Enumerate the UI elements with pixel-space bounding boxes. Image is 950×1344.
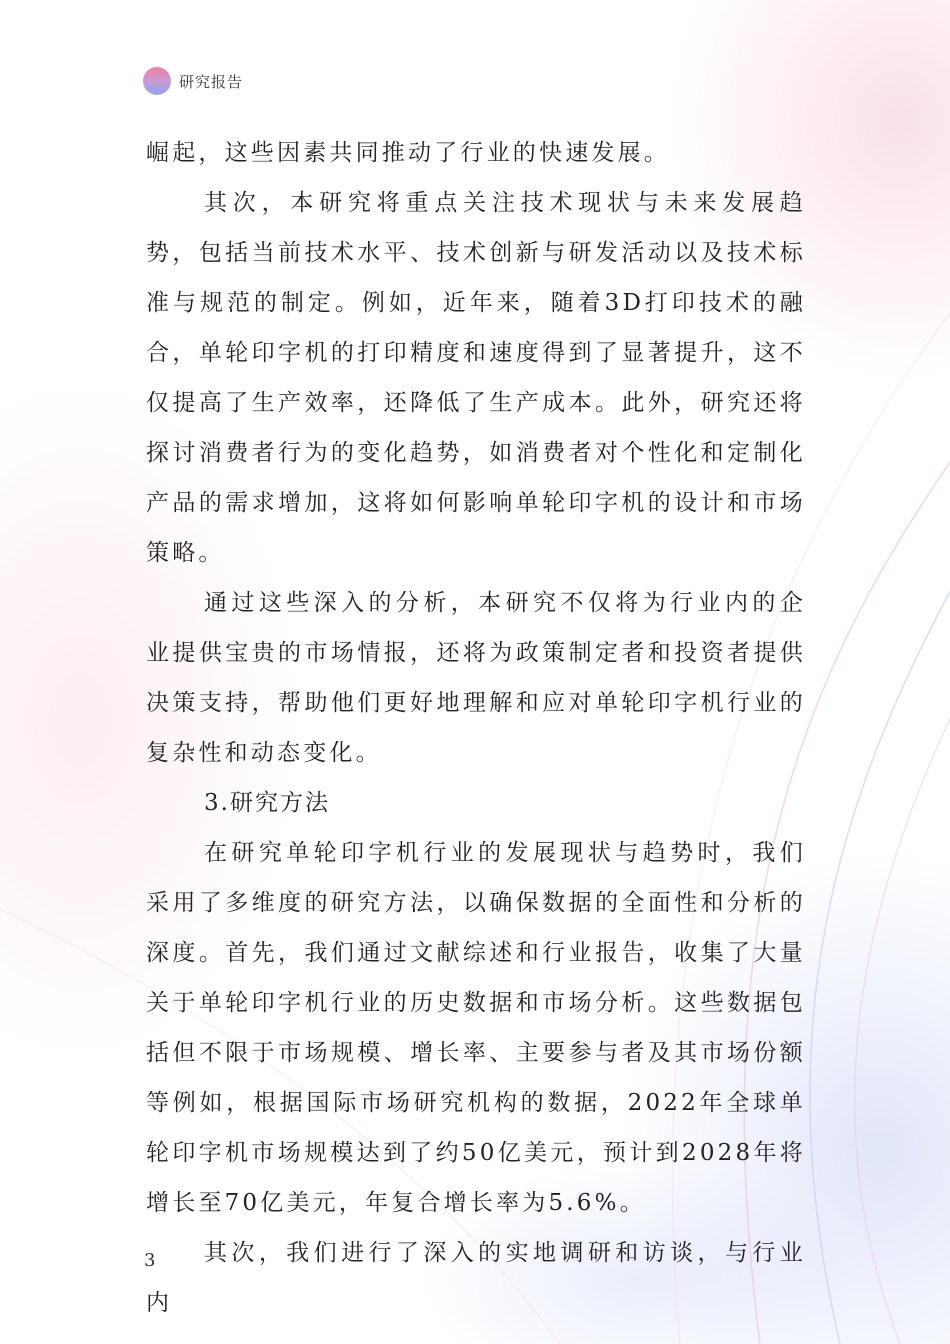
- paragraph-analysis-value: 通过这些深入的分析，本研究不仅将为行业内的企业提供宝贵的市场情报，还将为政策制定者和投资者提供决策支持，帮助他们更好地理解和应对单轮印字机行业的复杂性和动态变化。: [146, 590, 806, 766]
- document-body: [146, 128, 806, 1328]
- section-heading-methods: 3.研究方法: [204, 790, 330, 816]
- header-title: 研究报告: [179, 72, 244, 91]
- paragraph-methods: 在研究单轮印字机行业的发展现状与趋势时，我们采用了多维度的研究方法，以确保数据的全面性和分析的深度。首先，我们通过文献综述和行业报告，收集了大量关于单轮印字机行业的历史数据和市场分析。这些数据包括但不限于市场规模、增长率、主要参与者及其市场份额等例如，根据国际市场研究机构的数据，2022年全球单轮印字机市场规模达到了约50亿美元，预计到2028年将增长至70亿美元，年复合增长率为5.6%。: [146, 840, 806, 1216]
- paragraph-fieldwork: 其次，我们进行了深入的实地调研和访谈，与行业内: [146, 1240, 806, 1316]
- paragraph-technology: 其次，本研究将重点关注技术现状与未来发展趋势，包括当前技术水平、技术创新与研发活动以及技术标准与规范的制定。例如，近年来，随着3D打印技术的融合，单轮印字机的打印精度和速度得到了显著提升，这不仅提高了生产效率，还降低了生产成本。此外，研究还将探讨消费者行为的变化趋势，如消费者对个性化和定制化产品的需求增加，这将如何影响单轮印字机的设计和市场策略。: [146, 190, 806, 566]
- logo-circle-icon: [143, 67, 171, 95]
- report-header: [143, 66, 243, 96]
- page-number: 3: [144, 1250, 156, 1271]
- paragraph-continuation: 崛起，这些因素共同推动了行业的快速发展。: [146, 140, 670, 166]
